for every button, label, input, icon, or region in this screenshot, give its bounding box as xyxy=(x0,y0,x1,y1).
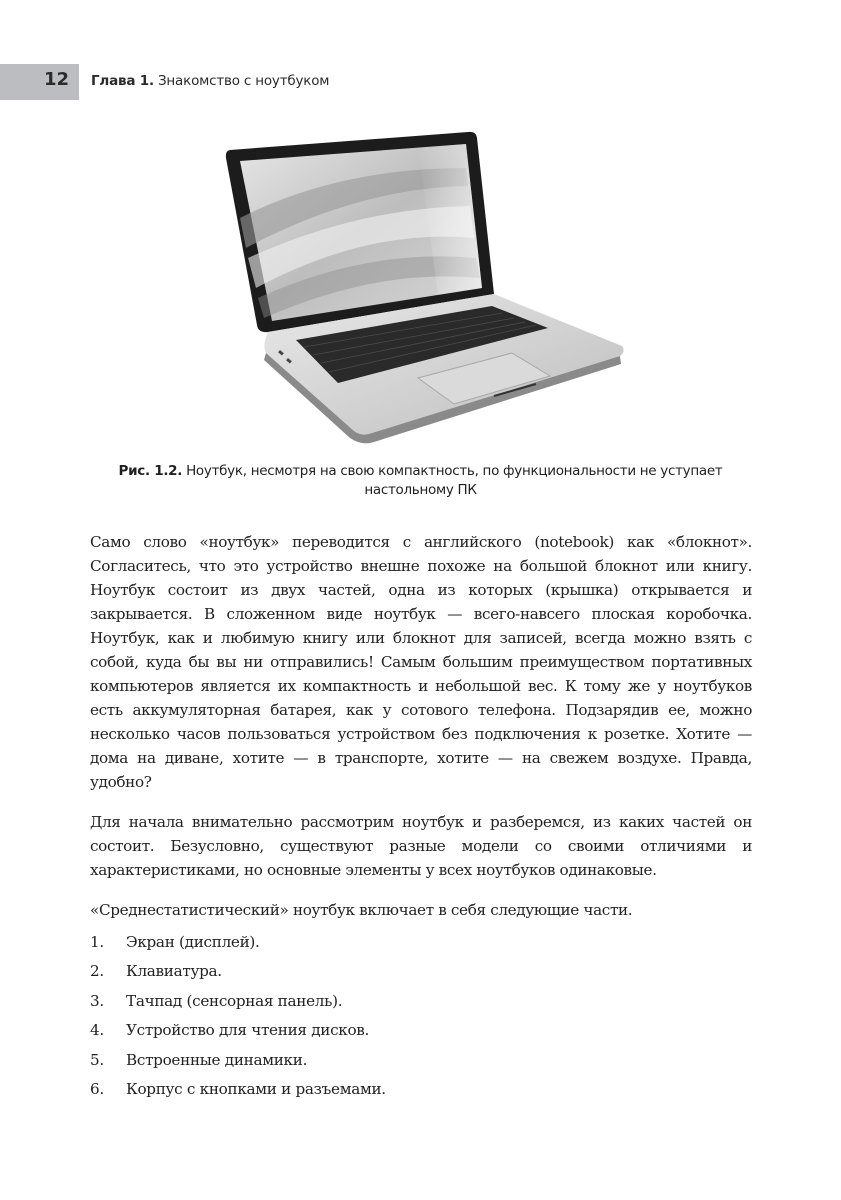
chapter-name: Знакомство с ноутбуком xyxy=(157,73,330,89)
list-text: Встроенные динамики. xyxy=(126,1050,308,1069)
paragraph-parts-intro xyxy=(90,810,752,882)
list-number: 6. xyxy=(90,1079,104,1098)
list-number: 1. xyxy=(90,933,104,951)
running-head xyxy=(0,64,841,100)
list-item xyxy=(90,957,386,986)
list-number: 4. xyxy=(90,1021,104,1040)
list-text: Корпус с кнопками и разъемами. xyxy=(126,1079,386,1098)
paragraph: «Среднестатистический» ноутбук включает в себя следующие части. xyxy=(90,901,633,919)
paragraph: Для начала внимательно рассмотрим ноутбук и разберемся, из каких частей он состоит. Безусловно, существуют разные модели со своими отличиями и характеристиками, но основные элементы у всех ноутбуков одинаковые. xyxy=(90,813,752,879)
list-number: 3. xyxy=(90,991,104,1010)
page-number-box xyxy=(0,64,79,100)
list-item xyxy=(90,987,386,1016)
list-text: Устройство для чтения дисков. xyxy=(126,1021,370,1040)
list-text: Тачпад (сенсорная панель). xyxy=(126,991,343,1010)
list-item xyxy=(90,1075,386,1104)
list-item xyxy=(90,928,386,957)
figure-caption-label: Рис. 1.2. xyxy=(118,463,183,479)
paragraph-intro xyxy=(90,530,752,794)
paragraph: Само слово «ноутбук» переводится с английского (notebook) как «блокнот». Согласитесь, что это устройство внешне похоже на большой блокнот или книгу. Ноутбук состоит из двух частей, одна из которых (крышка) открывается и закрывается. В сложенном виде ноутбук — всего-навсего плоская коробочка. Ноутбук, как и любимую книгу или блокнот для записей, всегда можно взять с собой, куда бы вы ни отправились! Самым большим преимуществом портативных компьютеров является их компактность и небольшой вес. К тому же у ноутбуков есть аккумуляторная батарея, как у сотового телефона. Подзарядив ее, можно несколько часов пользоваться устройством без подключения к розетке. Хотите — дома на диване, хотите — в транспорте, хотите — на свежем воздухе. Правда, удобно? xyxy=(90,533,752,791)
figure-caption xyxy=(100,462,741,500)
paragraph-list-lead xyxy=(90,898,752,922)
list-text: Экран (дисплей). xyxy=(126,933,260,951)
list-item xyxy=(90,1046,386,1075)
figure-caption-text: Ноутбук, несмотря на свою компактность, по функциональности не уступает настольному ПК xyxy=(186,463,723,498)
page-number: 12 xyxy=(43,69,69,90)
list-number: 2. xyxy=(90,962,104,981)
laptop-photo-icon xyxy=(218,128,630,446)
chapter-label: Глава 1. xyxy=(91,73,154,89)
list-text: Клавиатура. xyxy=(126,962,222,981)
list-item xyxy=(90,1016,386,1045)
parts-list xyxy=(90,928,386,1104)
list-number: 5. xyxy=(90,1050,104,1069)
laptop-figure xyxy=(218,128,630,446)
chapter-title xyxy=(91,73,329,89)
